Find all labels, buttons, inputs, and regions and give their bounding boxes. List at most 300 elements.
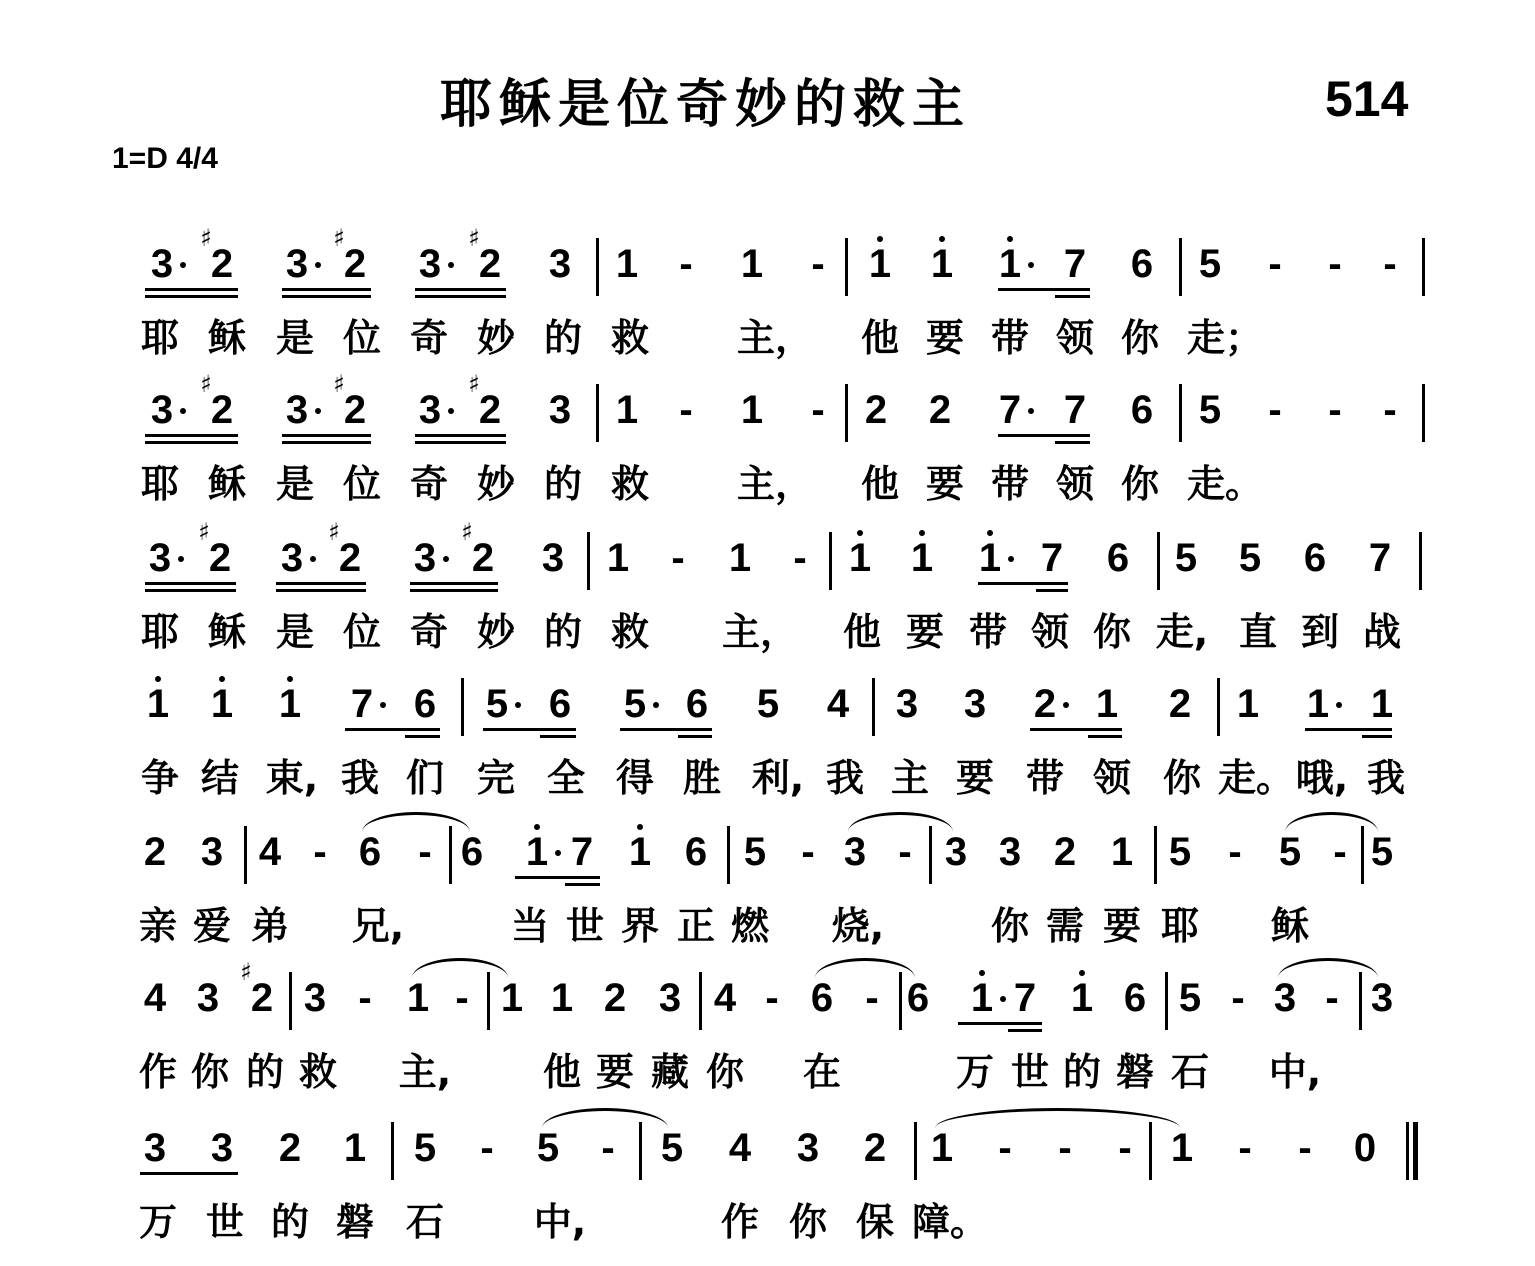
- beam-underline: [998, 434, 1090, 437]
- beam-underline: [410, 582, 498, 585]
- sharp-sign: ♯: [328, 518, 340, 546]
- lyric-syllable: 稣: [207, 610, 247, 654]
- final-barline: [1406, 1122, 1418, 1180]
- hold-dash: -: [1231, 976, 1245, 1020]
- lyric-syllable: 领: [1055, 462, 1095, 506]
- lyric-syllable: 耶: [140, 316, 180, 360]
- duration-dot: [310, 556, 316, 562]
- barline: [1179, 238, 1182, 296]
- lyric-syllable: 他: [860, 462, 900, 506]
- lyric-syllable: 的: [245, 1050, 285, 1094]
- lyric-syllable: 救: [610, 316, 650, 360]
- note: 2: [343, 388, 367, 432]
- note: 1: [740, 388, 764, 432]
- duration-dot: [1063, 702, 1069, 708]
- lyric-syllable: 石: [405, 1200, 445, 1244]
- lyric-syllable: 带: [968, 610, 1008, 654]
- hold-dash: -: [811, 388, 825, 432]
- lyric-syllable: 你: [1120, 462, 1160, 506]
- beam-underline: [415, 288, 506, 291]
- lyric-syllable: 我: [340, 756, 380, 800]
- lyric-syllable: 燃: [730, 904, 770, 948]
- duration-dot: [178, 556, 184, 562]
- note: 5: [536, 1126, 560, 1170]
- barline: [727, 826, 730, 884]
- lyric-syllable: 世: [1010, 1050, 1050, 1094]
- note: 6: [1303, 536, 1327, 580]
- note: 5: [1370, 830, 1394, 874]
- note: 5: [756, 682, 780, 726]
- tie-arc: [1285, 812, 1378, 832]
- note: 5: [623, 682, 647, 726]
- beam-underline: [1036, 589, 1068, 592]
- lyric-syllable: 位: [342, 462, 382, 506]
- lyric-syllable: 耶: [140, 462, 180, 506]
- note: 7: [1040, 536, 1064, 580]
- beam-underline: [145, 434, 238, 437]
- note: 1: [146, 682, 170, 726]
- note: 2: [471, 536, 495, 580]
- sharp-sign: ♯: [240, 958, 252, 986]
- lyric-syllable: 需: [1045, 904, 1085, 948]
- beam-underline: [1055, 441, 1090, 444]
- lyric-syllable: 主,: [398, 1050, 452, 1094]
- barline: [244, 826, 247, 884]
- note: 3: [210, 1126, 234, 1170]
- note: 1: [628, 830, 652, 874]
- key-signature: 1=D 4/4: [112, 142, 218, 175]
- barline: [1359, 972, 1362, 1030]
- beam-underline: [276, 589, 366, 592]
- lyric-syllable: 作: [138, 1050, 178, 1094]
- beam-underline: [405, 735, 440, 738]
- note: 5: [485, 682, 509, 726]
- lyric-syllable: 在: [802, 1050, 842, 1094]
- lyric-syllable: 他: [842, 610, 882, 654]
- lyric-syllable: 烧,: [831, 904, 885, 948]
- sharp-sign: ♯: [468, 370, 480, 398]
- note: 6: [685, 682, 709, 726]
- note: 3: [418, 388, 442, 432]
- lyric-syllable: 走。: [1217, 756, 1295, 800]
- lyric-syllable: 稣: [207, 462, 247, 506]
- duration-dot: [448, 262, 454, 268]
- lyric-syllable: 是: [275, 316, 315, 360]
- barline: [289, 972, 292, 1030]
- beam-underline: [282, 441, 371, 444]
- note: 5: [660, 1126, 684, 1170]
- hold-dash: -: [1228, 830, 1242, 874]
- barline: [1157, 532, 1160, 590]
- beam-underline: [620, 728, 712, 731]
- lyric-syllable: 耶: [140, 610, 180, 654]
- hold-dash: -: [1328, 242, 1342, 286]
- note: 1: [1070, 976, 1094, 1020]
- hold-dash: -: [480, 1126, 494, 1170]
- duration-dot: [180, 408, 186, 414]
- lyric-syllable: 奇: [409, 316, 449, 360]
- barline: [845, 384, 848, 442]
- lyric-syllable: 兄,: [351, 904, 405, 948]
- hold-dash: -: [793, 536, 807, 580]
- note: 5: [1198, 388, 1222, 432]
- duration-dot: [1000, 996, 1006, 1002]
- note: 1: [1170, 1126, 1194, 1170]
- lyric-syllable: 正: [676, 904, 716, 948]
- lyric-syllable: 保: [855, 1200, 895, 1244]
- note: 7: [998, 388, 1022, 432]
- lyrics-row: [0, 1202, 1535, 1258]
- note: 2: [343, 242, 367, 286]
- duration-dot: [443, 556, 449, 562]
- note: 6: [1123, 976, 1147, 1020]
- barline: [487, 972, 490, 1030]
- hold-dash: -: [679, 388, 693, 432]
- lyric-syllable: 藏: [650, 1050, 690, 1094]
- note: 6: [1106, 536, 1130, 580]
- hold-dash: -: [811, 242, 825, 286]
- lyric-syllable: 主: [890, 756, 930, 800]
- beam-underline: [276, 582, 366, 585]
- barline: [1154, 826, 1157, 884]
- lyric-syllable: 奇: [409, 610, 449, 654]
- note: 3: [148, 536, 172, 580]
- hold-dash: -: [679, 242, 693, 286]
- barline: [1422, 384, 1425, 442]
- hold-dash: -: [671, 536, 685, 580]
- lyrics-row: [0, 906, 1535, 962]
- notation-row: [0, 518, 1535, 616]
- lyric-syllable: 石: [1170, 1050, 1210, 1094]
- note: 3: [1273, 976, 1297, 1020]
- barline: [829, 532, 832, 590]
- beam-underline: [145, 441, 238, 444]
- lyric-syllable: 是: [275, 462, 315, 506]
- lyric-syllable: 妙: [476, 462, 516, 506]
- barline: [899, 972, 902, 1030]
- note: 2: [278, 1126, 302, 1170]
- lyric-syllable: 奇: [409, 462, 449, 506]
- sharp-sign: ♯: [198, 518, 210, 546]
- beam-underline: [282, 295, 371, 298]
- lyrics-row: [0, 1052, 1535, 1108]
- note: 6: [358, 830, 382, 874]
- duration-dot: [315, 262, 321, 268]
- note: 3: [280, 536, 304, 580]
- note: 2: [338, 536, 362, 580]
- note: 3: [196, 976, 220, 1020]
- beam-underline: [145, 589, 236, 592]
- hold-dash: -: [601, 1126, 615, 1170]
- lyric-syllable: 哦,: [1295, 756, 1349, 800]
- lyric-syllable: 你: [705, 1050, 745, 1094]
- lyric-syllable: 领: [1030, 610, 1070, 654]
- lyric-syllable: 走,: [1155, 610, 1209, 654]
- lyric-syllable: 磐: [1115, 1050, 1155, 1094]
- note: 3: [285, 242, 309, 286]
- lyric-syllable: 你: [788, 1200, 828, 1244]
- note: 7: [1063, 388, 1087, 432]
- barline: [1422, 238, 1425, 296]
- note: 1: [1110, 830, 1134, 874]
- note: 6: [413, 682, 437, 726]
- note: 1: [970, 976, 994, 1020]
- lyric-syllable: 位: [342, 610, 382, 654]
- note: 4: [728, 1126, 752, 1170]
- beam-underline: [540, 735, 576, 738]
- hymn-number: 514: [1325, 71, 1409, 127]
- tie-arc: [542, 1108, 668, 1128]
- hold-dash: -: [1298, 1126, 1312, 1170]
- lyric-syllable: 要: [905, 610, 945, 654]
- note: 2: [603, 976, 627, 1020]
- note: 3: [541, 536, 565, 580]
- lyric-syllable: 磐: [335, 1200, 375, 1244]
- note: 1: [848, 536, 872, 580]
- lyric-syllable: 带: [990, 462, 1030, 506]
- lyric-syllable: 作: [720, 1200, 760, 1244]
- lyric-syllable: 界: [620, 904, 660, 948]
- note: 3: [895, 682, 919, 726]
- hold-dash: -: [1383, 242, 1397, 286]
- lyric-syllable: 中,: [533, 1200, 587, 1244]
- note: 2: [863, 1126, 887, 1170]
- lyric-syllable: 他: [542, 1050, 582, 1094]
- note: 5: [1278, 830, 1302, 874]
- barline: [587, 532, 590, 590]
- lyric-syllable: 直: [1238, 610, 1278, 654]
- hold-dash: -: [1268, 242, 1282, 286]
- lyric-syllable: 他: [860, 316, 900, 360]
- lyric-syllable: 世: [565, 904, 605, 948]
- lyric-syllable: 亲: [138, 904, 178, 948]
- sharp-sign: ♯: [200, 370, 212, 398]
- duration-dot: [1028, 262, 1034, 268]
- lyric-syllable: 走。: [1186, 462, 1264, 506]
- note: 3: [418, 242, 442, 286]
- note: 2: [1033, 682, 1057, 726]
- note: 2: [1168, 682, 1192, 726]
- note: 2: [210, 388, 234, 432]
- lyric-syllable: 爱: [192, 904, 232, 948]
- duration-dot: [315, 408, 321, 414]
- lyric-syllable: 带: [990, 316, 1030, 360]
- barline: [1149, 1122, 1152, 1180]
- hold-dash: -: [1268, 388, 1282, 432]
- lyrics-row: [0, 318, 1535, 374]
- note: 1: [868, 242, 892, 286]
- lyric-syllable: 主，: [736, 462, 814, 506]
- lyric-syllable: 你: [1120, 316, 1160, 360]
- beam-underline: [483, 728, 576, 731]
- barline: [914, 1122, 917, 1180]
- note: 3: [548, 242, 572, 286]
- beam-underline: [415, 434, 506, 437]
- barline: [929, 826, 932, 884]
- barline: [1419, 532, 1422, 590]
- lyric-syllable: 救: [298, 1050, 338, 1094]
- note: 1: [1306, 682, 1330, 726]
- lyric-syllable: 要: [595, 1050, 635, 1094]
- note: 1: [606, 536, 630, 580]
- barline: [1217, 678, 1220, 736]
- beam-underline: [978, 582, 1068, 585]
- note: 3: [998, 830, 1022, 874]
- lyric-syllable: 要: [955, 756, 995, 800]
- note: 6: [548, 682, 572, 726]
- note: 7: [1368, 536, 1392, 580]
- lyric-syllable: 到: [1300, 610, 1340, 654]
- lyric-syllable: 利,: [751, 756, 805, 800]
- beam-underline: [140, 1172, 238, 1175]
- lyric-syllable: 你: [1162, 756, 1202, 800]
- hold-dash: -: [765, 976, 779, 1020]
- lyric-syllable: 万: [955, 1050, 995, 1094]
- lyric-syllable: 的: [543, 462, 583, 506]
- beam-underline: [1008, 1029, 1042, 1032]
- duration-dot: [1336, 702, 1342, 708]
- barline: [699, 972, 702, 1030]
- hold-dash: -: [1383, 388, 1397, 432]
- beam-underline: [565, 883, 600, 886]
- lyric-syllable: 领: [1055, 316, 1095, 360]
- beam-underline: [1088, 735, 1122, 738]
- note: 5: [1168, 830, 1192, 874]
- duration-dot: [1008, 556, 1014, 562]
- lyric-syllable: 主，: [721, 610, 799, 654]
- duration-dot: [653, 702, 659, 708]
- beam-underline: [515, 876, 600, 879]
- tie-arc: [848, 812, 953, 832]
- duration-dot: [555, 850, 561, 856]
- hold-dash: -: [865, 976, 879, 1020]
- sharp-sign: ♯: [468, 224, 480, 252]
- lyric-syllable: 全: [546, 756, 586, 800]
- lyric-syllable: 稣: [1270, 904, 1310, 948]
- lyric-syllable: 要: [925, 316, 965, 360]
- barline: [449, 826, 452, 884]
- note: 1: [278, 682, 302, 726]
- hold-dash: -: [801, 830, 815, 874]
- lyric-syllable: 的: [1062, 1050, 1102, 1094]
- barline: [461, 678, 464, 736]
- note: 4: [713, 976, 737, 1020]
- note: 6: [906, 976, 930, 1020]
- note: 1: [406, 976, 430, 1020]
- lyric-syllable: 中,: [1268, 1050, 1322, 1094]
- beam-underline: [678, 735, 712, 738]
- barline: [872, 678, 875, 736]
- beam-underline: [415, 295, 506, 298]
- duration-dot: [1028, 408, 1034, 414]
- note: 6: [1130, 388, 1154, 432]
- note: 3: [303, 976, 327, 1020]
- note: 2: [864, 388, 888, 432]
- note: 3: [1370, 976, 1394, 1020]
- barline: [596, 238, 599, 296]
- lyric-syllable: 完: [476, 756, 516, 800]
- lyric-syllable: 救: [610, 610, 650, 654]
- note: 5: [1238, 536, 1262, 580]
- note: 2: [1053, 830, 1077, 874]
- sharp-sign: ♯: [333, 224, 345, 252]
- note: 1: [500, 976, 524, 1020]
- note: 3: [150, 388, 174, 432]
- lyric-syllable: 弟: [250, 904, 290, 948]
- beam-underline: [958, 1022, 1042, 1025]
- note: 2: [928, 388, 952, 432]
- note: 1: [550, 976, 574, 1020]
- barline: [1361, 826, 1364, 884]
- note: 5: [1178, 976, 1202, 1020]
- barline: [596, 384, 599, 442]
- note: 2: [208, 536, 232, 580]
- note: 2: [478, 388, 502, 432]
- note: 7: [350, 682, 374, 726]
- tie-arc: [362, 812, 470, 832]
- note: 1: [615, 388, 639, 432]
- sharp-sign: ♯: [461, 518, 473, 546]
- lyric-syllable: 妙: [476, 316, 516, 360]
- lyric-syllable: 走；: [1186, 316, 1264, 360]
- lyric-syllable: 你: [990, 904, 1030, 948]
- note: 1: [210, 682, 234, 726]
- lyrics-row: [0, 464, 1535, 520]
- lyric-syllable: 得: [615, 756, 655, 800]
- note: 1: [910, 536, 934, 580]
- note: 1: [740, 242, 764, 286]
- duration-dot: [515, 702, 521, 708]
- note: 7: [1063, 242, 1087, 286]
- lyric-syllable: 争: [140, 756, 180, 800]
- beam-underline: [998, 288, 1090, 291]
- beam-underline: [282, 288, 371, 291]
- hold-dash: -: [898, 830, 912, 874]
- notation-row: [0, 820, 1535, 910]
- duration-dot: [380, 702, 386, 708]
- note: 2: [210, 242, 234, 286]
- lyric-syllable: 要: [925, 462, 965, 506]
- sharp-sign: ♯: [200, 224, 212, 252]
- note: 5: [413, 1126, 437, 1170]
- note: 3: [200, 830, 224, 874]
- hold-dash: -: [1333, 830, 1347, 874]
- notation-row: [0, 672, 1535, 762]
- beam-underline: [1362, 735, 1392, 738]
- lyric-syllable: 带: [1025, 756, 1065, 800]
- note: 6: [460, 830, 484, 874]
- lyrics-row: [0, 612, 1535, 668]
- lyric-syllable: 要: [1102, 904, 1142, 948]
- sharp-sign: ♯: [333, 370, 345, 398]
- note: 1: [930, 1126, 954, 1170]
- lyric-syllable: 的: [270, 1200, 310, 1244]
- beam-underline: [410, 589, 498, 592]
- beam-underline: [345, 728, 440, 731]
- note: 1: [930, 242, 954, 286]
- note: 4: [143, 976, 167, 1020]
- note: 1: [343, 1126, 367, 1170]
- lyric-syllable: 们: [405, 756, 445, 800]
- note: 3: [150, 242, 174, 286]
- note: 7: [570, 830, 594, 874]
- note: 1: [978, 536, 1002, 580]
- lyric-syllable: 是: [275, 610, 315, 654]
- lyric-syllable: 主，: [736, 316, 814, 360]
- note: 1: [998, 242, 1022, 286]
- note: 2: [250, 976, 274, 1020]
- beam-underline: [145, 295, 238, 298]
